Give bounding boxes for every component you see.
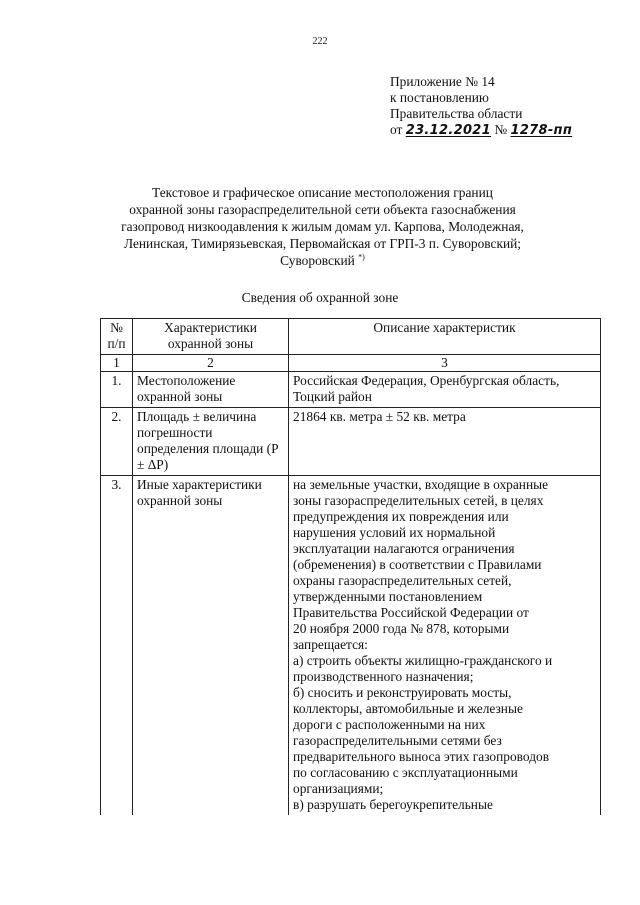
- desc-line: газораспределительными сетями без: [293, 733, 502, 748]
- title-line-5-text: Суворовский: [280, 253, 355, 268]
- appendix-line-3: Правительства области: [390, 106, 523, 121]
- desc-line: утвержденными постановлением: [293, 589, 483, 604]
- table-index-row: [101, 355, 601, 372]
- handwritten-number: 1278-пп: [510, 123, 573, 138]
- header-characteristics: Характеристики охранной зоны: [133, 319, 289, 355]
- document-title: [100, 184, 545, 269]
- desc-line: эксплуатации налагаются ограничения: [293, 541, 515, 556]
- desc-line: производственного назначения;: [293, 669, 474, 684]
- desc-line: б) сносить и реконструировать мосты,: [293, 685, 512, 700]
- desc-line: в) разрушать берегоукрепительные: [293, 797, 493, 812]
- desc-line: 20 ноября 2000 года № 878, которыми: [293, 621, 510, 636]
- desc-line: а) строить объекты жилищно-гражданского и: [293, 653, 553, 668]
- title-line-3: газопровод низкоодавления к жилым домам ул. Карпова, Молодежная,: [121, 219, 524, 234]
- desc-line: нарушения условий их нормальной: [293, 525, 496, 540]
- desc-line: Тоцкий район: [293, 389, 372, 404]
- section-subtitle: Сведения об охранной зоне: [241, 290, 399, 305]
- appendix-line-1: Приложение № 14: [390, 74, 495, 89]
- row-number: 1.: [101, 372, 133, 408]
- index-cell-3: 3: [289, 355, 601, 372]
- row-number: 2.: [101, 408, 133, 476]
- row-number: 3.: [101, 476, 133, 816]
- footnote-mark: *): [358, 252, 365, 262]
- protection-zone-table: [100, 318, 601, 815]
- row-characteristic: Местоположение охранной зоны: [133, 372, 289, 408]
- table-header-row: [101, 319, 601, 355]
- handwritten-date: 23.12.2021: [405, 123, 491, 138]
- desc-line: Правительства Российской Федерации от: [293, 605, 529, 620]
- title-line-2: охранной зоны газораспределительной сети объекта газоснабжения: [129, 202, 516, 217]
- desc-line: предварительного выноса этих газопроводов: [293, 749, 550, 764]
- row-description: [289, 372, 601, 408]
- appendix-block: [390, 74, 620, 139]
- desc-line: зоны газораспределительных сетей, в целях: [293, 493, 544, 508]
- number-prefix: №: [494, 122, 508, 137]
- desc-line: дороги с расположенными на них: [293, 717, 486, 732]
- desc-line: предупреждения их повреждения или: [293, 509, 509, 524]
- page-number: 222: [312, 36, 328, 47]
- row-description: [289, 476, 601, 816]
- header-num-line-1: №: [110, 320, 123, 335]
- date-prefix: от: [390, 122, 403, 137]
- desc-line: на земельные участки, входящие в охранные: [293, 477, 549, 492]
- title-line-1: Текстовое и графическое описание местоположения границ: [152, 185, 493, 200]
- row-description: [289, 408, 601, 476]
- desc-line: по согласованию с эксплуатационными: [293, 765, 518, 780]
- desc-line: охраны газораспределительных сетей,: [293, 573, 512, 588]
- desc-line: организациями;: [293, 781, 384, 796]
- header-num-line-2: п/п: [107, 336, 126, 351]
- header-description: Описание характеристик: [289, 319, 601, 355]
- title-line-4: Ленинская, Тимирязьевская, Первомайская от ГРП-3 п. Суворовский;: [123, 236, 522, 251]
- index-cell-1: 1: [101, 355, 133, 372]
- desc-line: (обременения) в соответствии с Правилами: [293, 557, 542, 572]
- appendix-date-line: [390, 122, 620, 139]
- table-row: [101, 476, 601, 816]
- desc-line: коллекторы, автомобильные и железные: [293, 701, 523, 716]
- table-row: [101, 408, 601, 476]
- header-num: [101, 319, 133, 355]
- row-characteristic: Иные характеристики охранной зоны: [133, 476, 289, 816]
- appendix-line-2: к постановлению: [390, 90, 489, 105]
- title-line-5: [100, 252, 545, 269]
- desc-line: Российская Федерация, Оренбургская область,: [293, 373, 560, 388]
- index-cell-2: 2: [133, 355, 289, 372]
- row-characteristic: Площадь ± величина погрешности определения площади (P ± ΔP): [133, 408, 289, 476]
- table-row: [101, 372, 601, 408]
- desc-line: запрещается:: [293, 637, 368, 652]
- desc-line: 21864 кв. метра ± 52 кв. метра: [293, 409, 466, 424]
